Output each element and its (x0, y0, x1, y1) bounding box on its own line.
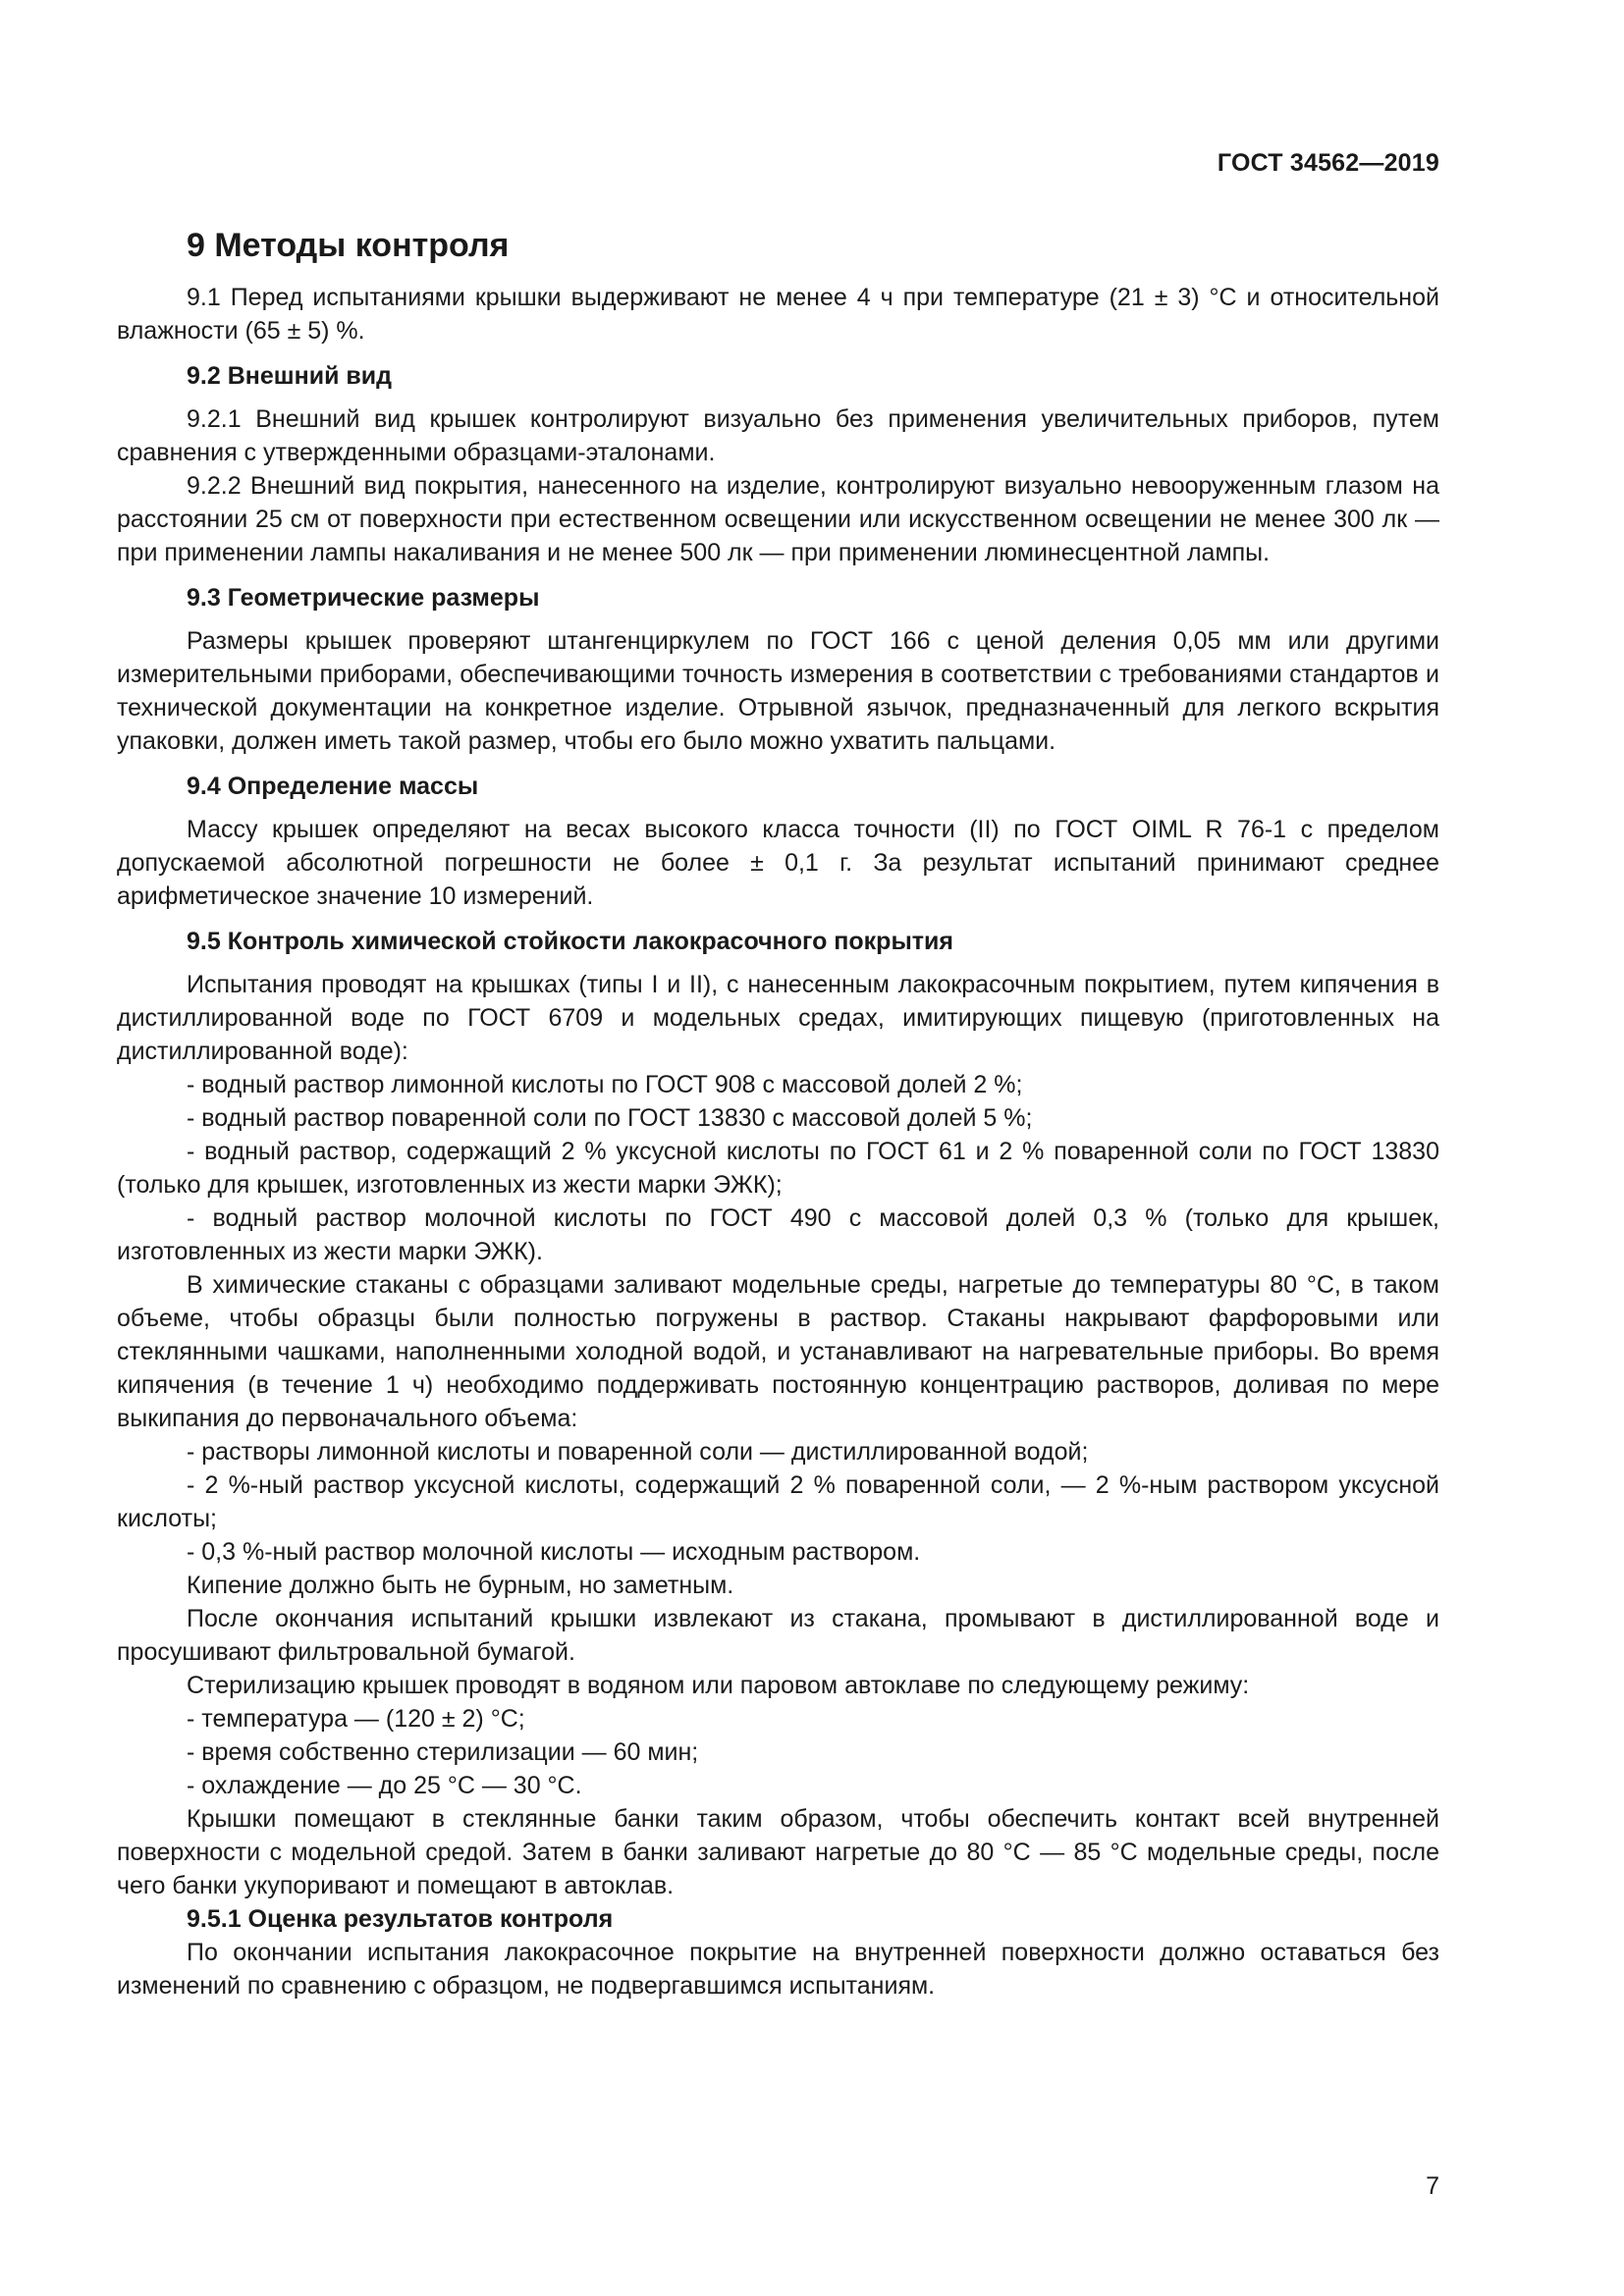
list-item: - температура — (120 ± 2) °С; (187, 1705, 525, 1733)
page-content (117, 224, 1439, 2002)
paragraph-boiling: Кипение должно быть не бурным, но заметным. (187, 1572, 734, 1599)
subsection-title-9-5-1: 9.5.1 Оценка результатов контроля (187, 1905, 614, 1933)
list-item: - охлаждение — до 25 °С — 30 °С. (187, 1772, 582, 1799)
list-item: - 2 %-ный раствор уксусной кислоты, содержащий 2 % поваренной соли, — 2 %-ным раствором уксусной кислоты; (117, 1471, 1439, 1532)
paragraph-9-4: Массу крышек определяют на весах высокого класса точности (II) по ГОСТ OIML R 76-1 с пределом допускаемой абсолютной погрешности не более ± 0,1 г. За результат испытаний принимают среднее арифметическое значение 10 измерений. (117, 816, 1439, 910)
list-item: - 0,3 %-ный раствор молочной кислоты — исходным раствором. (187, 1538, 921, 1566)
list-item: - растворы лимонной кислоты и поваренной соли — дистиллированной водой; (187, 1438, 1089, 1466)
paragraph-9-5-1: По окончании испытания лакокрасочное покрытие на внутренней поверхности должно оставаться без изменений по сравнению с образцом, не подвергавшимся испытаниям. (117, 1939, 1439, 2000)
subsection-title-9-3: 9.3 Геометрические размеры (187, 584, 540, 612)
list-item: - водный раствор молочной кислоты по ГОСТ 490 с массовой долей 0,3 % (только для крышек, изготовленных из жести марки ЭЖК). (117, 1204, 1439, 1265)
list-item: - водный раствор, содержащий 2 % уксусной кислоты по ГОСТ 61 и 2 % поваренной соли по ГОСТ 13830 (только для крышек, изготовленных из жести марки ЭЖК); (117, 1138, 1439, 1199)
paragraph-rinsing: После окончания испытаний крышки извлекают из стакана, промывают в дистиллированной воде и просушивают фильтровальной бумагой. (117, 1605, 1439, 1666)
paragraph-9-3: Размеры крышек проверяют штангенциркулем по ГОСТ 166 с ценой деления 0,05 мм или другими измерительными приборами, обеспечивающими точность измерения в соответствии с требованиями стандартов и технической документации на конкретное изделие. Отрывной язычок, предназначенный для легкого вскрытия упаковки, должен иметь такой размер, чтобы его было можно ухватить пальцами. (117, 627, 1439, 755)
list-item: - водный раствор лимонной кислоты по ГОСТ 908 с массовой долей 2 %; (187, 1071, 1023, 1098)
paragraph-sterilization: Стерилизацию крышек проводят в водяном или паровом автоклаве по следующему режиму: (187, 1672, 1250, 1699)
subsection-title-9-4: 9.4 Определение массы (187, 773, 479, 800)
paragraph-9-5-procedure: В химические стаканы с образцами заливают модельные среды, нагретые до температуры 80 °С, в таком объеме, чтобы образцы были полностью погружены в раствор. Стаканы накрывают фарфоровыми или стеклянными чашками, наполненными холодной водой, и устанавливают на нагревательные приборы. Во время кипячения (в течение 1 ч) необходимо поддерживать постоянную концентрацию растворов, доливая по мере выкипания до первоначального объема: (117, 1271, 1439, 1432)
list-item: - время собственно стерилизации — 60 мин; (187, 1738, 699, 1766)
paragraph-autoclave: Крышки помещают в стеклянные банки таким образом, чтобы обеспечить контакт всей внутренней поверхности с модельной средой. Затем в банки заливают нагретые до 80 °С — 85 °С модельные среды, после чего банки укупоривают и помещают в автоклав. (117, 1805, 1439, 1899)
subsection-title-9-2: 9.2 Внешний вид (187, 362, 392, 390)
page-number: 7 (1426, 2172, 1439, 2200)
list-item: - водный раствор поваренной соли по ГОСТ 13830 с массовой долей 5 %; (187, 1104, 1033, 1132)
section-title: 9 Методы контроля (187, 227, 510, 264)
paragraph-9-2-1: 9.2.1 Внешний вид крышек контролируют визуально без применения увеличительных приборов, путем сравнения с утвержденными образцами-эталонами. (117, 405, 1439, 466)
paragraph-9-1: 9.1 Перед испытаниями крышки выдерживают не менее 4 ч при температуре (21 ± 3) °С и относительной влажности (65 ± 5) %. (117, 284, 1439, 345)
standard-number: ГОСТ 34562—2019 (1217, 149, 1439, 177)
paragraph-9-5-intro: Испытания проводят на крышках (типы I и II), с нанесенным лакокрасочным покрытием, путем кипячения в дистиллированной воде по ГОСТ 6709 и модельных средах, имитирующих пищевую (приготовленных на дистиллированной воде): (117, 971, 1439, 1065)
paragraph-9-2-2: 9.2.2 Внешний вид покрытия, нанесенного на изделие, контролируют визуально невооруженным глазом на расстоянии 25 см от поверхности при естественном освещении или искусственном освещении не менее 300 лк — при применении лампы накаливания и не менее 500 лк — при применении люминесцентной лампы. (117, 472, 1439, 566)
subsection-title-9-5: 9.5 Контроль химической стойкости лакокрасочного покрытия (187, 928, 953, 955)
